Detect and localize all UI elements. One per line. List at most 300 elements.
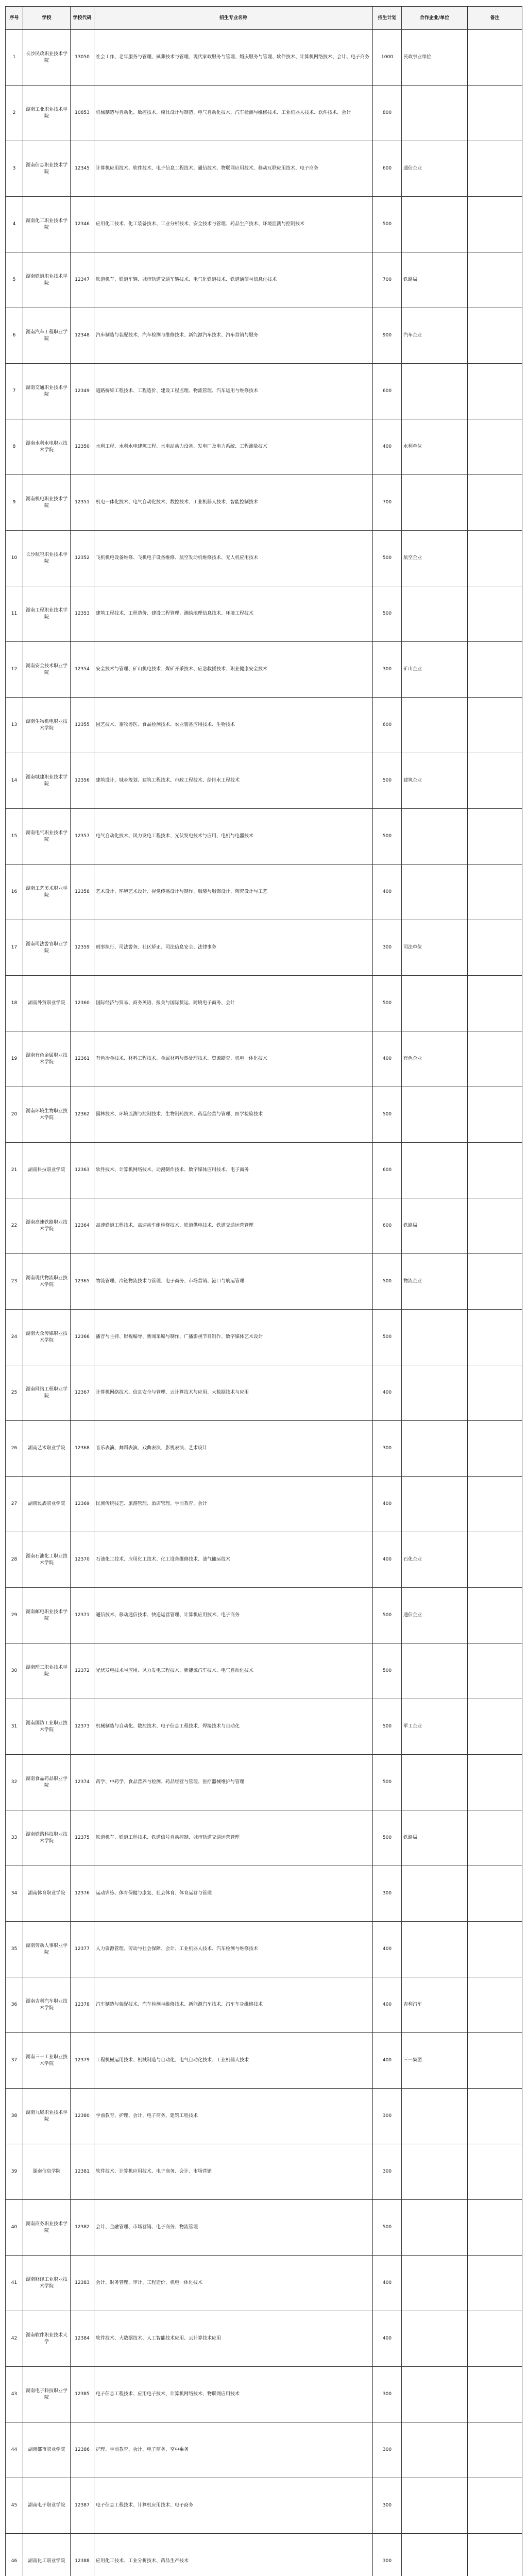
- cell-plan: 500: [373, 1588, 402, 1643]
- cell-note: [468, 920, 522, 976]
- cell-cooperation: [402, 364, 468, 419]
- table-row: [6, 364, 522, 419]
- cell-majors: 道路桥梁工程技术、工程造价、建设工程监理、物流管理、汽车运用与维修技术: [94, 364, 373, 419]
- cell-note: [468, 1699, 522, 1755]
- cell-plan: 500: [373, 1643, 402, 1699]
- cell-school: 长沙民政职业技术学院: [23, 30, 71, 86]
- cell-school: 湖南民族职业学院: [23, 1477, 71, 1532]
- cell-majors: 铁道机车、铁道车辆、城市轨道交通车辆技术、电气化铁道技术、铁道通信与信息化技术: [94, 252, 373, 308]
- cell-plan: 400: [373, 1477, 402, 1532]
- table-row: [6, 1365, 522, 1421]
- cell-school: 湖南城建职业技术学院: [23, 753, 71, 809]
- cell-no: 45: [6, 2478, 23, 2534]
- cell-school: 湖南环境生物职业技术学院: [23, 1087, 71, 1143]
- cell-note: [468, 475, 522, 531]
- cell-cooperation: [402, 2089, 468, 2144]
- cell-majors: 软件技术、计算机网络技术、动漫制作技术、数字媒体应用技术、电子商务: [94, 1143, 373, 1198]
- cell-school: 湖南信息学院: [23, 2144, 71, 2200]
- table-row: [6, 2311, 522, 2367]
- cell-plan: 500: [373, 753, 402, 809]
- cell-note: [468, 1810, 522, 1866]
- cell-majors: 园林技术、环境监测与控制技术、生物制药技术、药品经营与管理、医学检验技术: [94, 1087, 373, 1143]
- cell-plan: 400: [373, 1031, 402, 1087]
- cell-note: [468, 252, 522, 308]
- table-row: [6, 865, 522, 920]
- cell-no: 14: [6, 753, 23, 809]
- cell-school: 湖南商务职业技术学院: [23, 2200, 71, 2256]
- cell-school: 湖南国防工业职业技术学院: [23, 1699, 71, 1755]
- cell-majors: 应用化工技术、化工装备技术、工业分析技术、安全技术与管理、药品生产技术、环境监测与控制技术: [94, 197, 373, 252]
- cell-majors: 药学、中药学、食品营养与检测、药品经营与管理、医疗器械维护与管理: [94, 1755, 373, 1810]
- cell-majors: 园艺技术、畜牧兽医、食品检测技术、农业装备应用技术、生物技术: [94, 698, 373, 753]
- cell-majors: 社会工作、老年服务与管理、殡葬技术与管理、现代家政服务与管理、婚庆服务与管理、软件技术、计算机网络技术、会计、电子商务: [94, 30, 373, 86]
- cell-note: [468, 1866, 522, 1922]
- cell-note: [468, 1588, 522, 1643]
- table-row: [6, 1532, 522, 1588]
- cell-school: 湖南司法警官职业学院: [23, 920, 71, 976]
- cell-note: [468, 2144, 522, 2200]
- cell-code: 12387: [71, 2478, 94, 2534]
- cell-majors: 计算机应用技术、软件技术、电子信息工程技术、通信技术、物联网应用技术、移动互联应用技术、电子商务: [94, 141, 373, 197]
- cell-code: 12386: [71, 2422, 94, 2478]
- cell-cooperation: [402, 2478, 468, 2534]
- cell-no: 26: [6, 1421, 23, 1477]
- cell-note: [468, 419, 522, 475]
- table-row: [6, 809, 522, 865]
- cell-cooperation: 石化企业: [402, 1532, 468, 1588]
- cell-code: 12365: [71, 1254, 94, 1310]
- cell-cooperation: 通信企业: [402, 141, 468, 197]
- cell-plan: 300: [373, 2422, 402, 2478]
- cell-code: 12383: [71, 2256, 94, 2311]
- cell-plan: 600: [373, 698, 402, 753]
- cell-school: 湖南大众传媒职业技术学院: [23, 1310, 71, 1365]
- cell-note: [468, 1031, 522, 1087]
- cell-code: 12350: [71, 419, 94, 475]
- cell-majors: 汽车制造与装配技术、汽车检测与维修技术、新能源汽车技术、汽车营销与服务: [94, 308, 373, 364]
- table-row: [6, 1421, 522, 1477]
- cell-no: 29: [6, 1588, 23, 1643]
- table-row: [6, 1922, 522, 1977]
- cell-note: [468, 642, 522, 698]
- cell-no: 39: [6, 2144, 23, 2200]
- table-row: [6, 1143, 522, 1198]
- cell-cooperation: 有色企业: [402, 1031, 468, 1087]
- cell-majors: 电气自动化技术、风力发电工程技术、光伏发电技术与应用、电机与电器技术: [94, 809, 373, 865]
- cell-school: 湖南工艺美术职业学院: [23, 865, 71, 920]
- cell-code: 12377: [71, 1922, 94, 1977]
- cell-school: 湖南软件职业技术大学: [23, 2311, 71, 2367]
- table-row: [6, 1310, 522, 1365]
- cell-note: [468, 1421, 522, 1477]
- cell-note: [468, 2200, 522, 2256]
- cell-school: 湖南都市职业学院: [23, 2422, 71, 2478]
- cell-note: [468, 1087, 522, 1143]
- cell-code: 12366: [71, 1310, 94, 1365]
- cell-school: 湖南艺术职业学院: [23, 1421, 71, 1477]
- cell-plan: 500: [373, 531, 402, 586]
- cell-majors: 铁道机车、铁道工程技术、铁道信号自动控制、城市轨道交通运营管理: [94, 1810, 373, 1866]
- cell-school: 湖南生物机电职业技术学院: [23, 698, 71, 753]
- cell-majors: 机电一体化技术、电气自动化技术、数控技术、工业机器人技术、智能控制技术: [94, 475, 373, 531]
- cell-note: [468, 364, 522, 419]
- cell-code: 12355: [71, 698, 94, 753]
- cell-no: 31: [6, 1699, 23, 1755]
- header-majors: 招生专业名称: [94, 7, 373, 30]
- cell-plan: 600: [373, 1198, 402, 1254]
- cell-school: 湖南化工职业技术学院: [23, 197, 71, 252]
- table-row: [6, 2534, 522, 2576]
- table-row: [6, 308, 522, 364]
- cell-no: 20: [6, 1087, 23, 1143]
- cell-code: 12348: [71, 308, 94, 364]
- table-body: [6, 30, 522, 2576]
- cell-cooperation: 司法单位: [402, 920, 468, 976]
- cell-note: [468, 141, 522, 197]
- cell-plan: 300: [373, 2367, 402, 2422]
- cell-no: 46: [6, 2534, 23, 2576]
- cell-cooperation: 民政事业单位: [402, 30, 468, 86]
- cell-note: [468, 30, 522, 86]
- cell-majors: 光伏发电技术与应用、风力发电工程技术、新能源汽车技术、电气自动化技术: [94, 1643, 373, 1699]
- cell-school: 湖南铁道职业技术学院: [23, 252, 71, 308]
- cell-cooperation: 汽车企业: [402, 308, 468, 364]
- table-row: [6, 419, 522, 475]
- cell-plan: 400: [373, 2256, 402, 2311]
- cell-school: 湖南体育职业学院: [23, 1866, 71, 1922]
- cell-no: 44: [6, 2422, 23, 2478]
- cell-majors: 工程机械运用技术、机械制造与自动化、电气自动化技术、工业机器人技术: [94, 2033, 373, 2089]
- cell-no: 43: [6, 2367, 23, 2422]
- cell-majors: 高速铁道工程技术、高速动车组检修技术、铁道供电技术、铁道交通运营管理: [94, 1198, 373, 1254]
- cell-plan: 700: [373, 252, 402, 308]
- cell-no: 18: [6, 976, 23, 1031]
- cell-cooperation: [402, 2422, 468, 2478]
- cell-plan: 600: [373, 1143, 402, 1198]
- cell-plan: 900: [373, 308, 402, 364]
- cell-code: 12373: [71, 1699, 94, 1755]
- cell-school: 湖南石油化工职业技术学院: [23, 1532, 71, 1588]
- cell-school: 长沙航空职业技术学院: [23, 531, 71, 586]
- table-row: [6, 531, 522, 586]
- table-row: [6, 976, 522, 1031]
- cell-code: 12369: [71, 1477, 94, 1532]
- cell-plan: 300: [373, 2144, 402, 2200]
- cell-majors: 护理、学前教育、会计、电子商务、空中乘务: [94, 2422, 373, 2478]
- cell-plan: 300: [373, 2478, 402, 2534]
- cell-no: 37: [6, 2033, 23, 2089]
- cell-note: [468, 1977, 522, 2033]
- cell-no: 2: [6, 86, 23, 141]
- cell-majors: 会计、金融管理、市场营销、电子商务、物流管理: [94, 2200, 373, 2256]
- admission-plan-table: [5, 6, 522, 2576]
- cell-note: [468, 1198, 522, 1254]
- cell-note: [468, 1643, 522, 1699]
- cell-cooperation: [402, 1365, 468, 1421]
- cell-cooperation: 吉利汽车: [402, 1977, 468, 2033]
- cell-cooperation: 三一集团: [402, 2033, 468, 2089]
- cell-school: 湖南铁路科技职业技术学院: [23, 1810, 71, 1866]
- cell-majors: 学前教育、护理、会计、电子商务、建筑工程技术: [94, 2089, 373, 2144]
- cell-cooperation: 矿山企业: [402, 642, 468, 698]
- cell-school: 湖南有色金属职业技术学院: [23, 1031, 71, 1087]
- table-row: [6, 475, 522, 531]
- cell-no: 22: [6, 1198, 23, 1254]
- cell-majors: 刑事执行、司法警务、社区矫正、司法信息安全、法律事务: [94, 920, 373, 976]
- cell-majors: 建筑工程技术、工程造价、建设工程管理、测绘地理信息技术、环境工程技术: [94, 586, 373, 642]
- header-plan: 招生计划: [373, 7, 402, 30]
- cell-majors: 民族传统技艺、旅游管理、酒店管理、学前教育、会计: [94, 1477, 373, 1532]
- cell-no: 33: [6, 1810, 23, 1866]
- cell-code: 12384: [71, 2311, 94, 2367]
- cell-plan: 300: [373, 920, 402, 976]
- cell-plan: 600: [373, 364, 402, 419]
- cell-plan: 400: [373, 2311, 402, 2367]
- cell-cooperation: [402, 698, 468, 753]
- cell-no: 25: [6, 1365, 23, 1421]
- table-row: [6, 1031, 522, 1087]
- cell-code: 12352: [71, 531, 94, 586]
- cell-note: [468, 2033, 522, 2089]
- cell-note: [468, 2478, 522, 2534]
- cell-cooperation: [402, 86, 468, 141]
- cell-no: 32: [6, 1755, 23, 1810]
- cell-note: [468, 2089, 522, 2144]
- cell-no: 5: [6, 252, 23, 308]
- table-row: [6, 141, 522, 197]
- cell-plan: 500: [373, 586, 402, 642]
- cell-no: 15: [6, 809, 23, 865]
- cell-cooperation: [402, 1922, 468, 1977]
- cell-school: 湖南水利水电职业技术学院: [23, 419, 71, 475]
- cell-note: [468, 976, 522, 1031]
- cell-school: 湖南工业职业技术学院: [23, 86, 71, 141]
- cell-code: 12374: [71, 1755, 94, 1810]
- cell-code: 12354: [71, 642, 94, 698]
- cell-plan: 500: [373, 1810, 402, 1866]
- cell-cooperation: 铁路局: [402, 1198, 468, 1254]
- cell-no: 27: [6, 1477, 23, 1532]
- cell-code: 12346: [71, 197, 94, 252]
- cell-school: 湖南电气职业技术学院: [23, 809, 71, 865]
- cell-majors: 国际经济与贸易、商务英语、报关与国际货运、跨境电子商务、会计: [94, 976, 373, 1031]
- cell-note: [468, 197, 522, 252]
- cell-no: 7: [6, 364, 23, 419]
- table-row: [6, 586, 522, 642]
- cell-cooperation: 航空企业: [402, 531, 468, 586]
- cell-majors: 汽车制造与装配技术、汽车检测与维修技术、新能源汽车技术、汽车车身维修技术: [94, 1977, 373, 2033]
- table-row: [6, 920, 522, 976]
- cell-note: [468, 531, 522, 586]
- cell-plan: 1000: [373, 30, 402, 86]
- table-row: [6, 2033, 522, 2089]
- cell-no: 34: [6, 1866, 23, 1922]
- header-code: 学校代码: [71, 7, 94, 30]
- cell-code: 12349: [71, 364, 94, 419]
- cell-plan: 400: [373, 2033, 402, 2089]
- cell-majors: 运动训练、体育保健与康复、社会体育、体育运营与管理: [94, 1866, 373, 1922]
- cell-cooperation: [402, 1643, 468, 1699]
- table-row: [6, 2367, 522, 2422]
- cell-school: 湖南电子职业学院: [23, 2478, 71, 2534]
- cell-plan: 500: [373, 976, 402, 1031]
- cell-school: 湖南九嶷职业技术学院: [23, 2089, 71, 2144]
- cell-cooperation: 铁路局: [402, 252, 468, 308]
- cell-no: 36: [6, 1977, 23, 2033]
- cell-no: 17: [6, 920, 23, 976]
- cell-majors: 石油化工技术、应用化工技术、化工设备维修技术、油气储运技术: [94, 1532, 373, 1588]
- cell-plan: 500: [373, 1087, 402, 1143]
- cell-plan: 400: [373, 1922, 402, 1977]
- cell-no: 19: [6, 1031, 23, 1087]
- cell-cooperation: 铁路局: [402, 1810, 468, 1866]
- cell-plan: 400: [373, 1532, 402, 1588]
- header-cooperation: 合作企业/单位: [402, 7, 468, 30]
- cell-no: 8: [6, 419, 23, 475]
- cell-majors: 有色冶金技术、材料工程技术、金属材料与热处理技术、资源勘查、机电一体化技术: [94, 1031, 373, 1087]
- cell-no: 21: [6, 1143, 23, 1198]
- cell-school: 湖南工程职业技术学院: [23, 586, 71, 642]
- cell-note: [468, 86, 522, 141]
- cell-code: 12363: [71, 1143, 94, 1198]
- cell-no: 6: [6, 308, 23, 364]
- cell-school: 湖南劳动人事职业学院: [23, 1922, 71, 1977]
- cell-note: [468, 2256, 522, 2311]
- cell-school: 湖南汽车工程职业学院: [23, 308, 71, 364]
- cell-code: 12345: [71, 141, 94, 197]
- cell-code: 12361: [71, 1031, 94, 1087]
- cell-cooperation: [402, 2256, 468, 2311]
- cell-plan: 300: [373, 2534, 402, 2576]
- cell-majors: 应用化工技术、工业分析技术、药品生产技术: [94, 2534, 373, 2576]
- cell-school: 湖南现代物流职业技术学院: [23, 1254, 71, 1310]
- cell-majors: 机械制造与自动化、数控技术、模具设计与制造、电气自动化技术、汽车检测与维修技术、工业机器人技术、软件技术、会计: [94, 86, 373, 141]
- cell-no: 4: [6, 197, 23, 252]
- cell-code: 12385: [71, 2367, 94, 2422]
- cell-no: 16: [6, 865, 23, 920]
- cell-no: 28: [6, 1532, 23, 1588]
- cell-note: [468, 1143, 522, 1198]
- header-note: 备注: [468, 7, 522, 30]
- cell-cooperation: [402, 809, 468, 865]
- table-row: [6, 30, 522, 86]
- cell-note: [468, 698, 522, 753]
- cell-no: 38: [6, 2089, 23, 2144]
- cell-school: 湖南化工职业学院: [23, 2534, 71, 2576]
- cell-code: 12372: [71, 1643, 94, 1699]
- cell-plan: 500: [373, 2200, 402, 2256]
- cell-note: [468, 1922, 522, 1977]
- cell-plan: 300: [373, 1866, 402, 1922]
- table-row: [6, 1977, 522, 2033]
- table-row: [6, 1755, 522, 1810]
- cell-no: 12: [6, 642, 23, 698]
- cell-plan: 300: [373, 2089, 402, 2144]
- cell-school: 湖南外贸职业学院: [23, 976, 71, 1031]
- cell-cooperation: [402, 1421, 468, 1477]
- cell-cooperation: [402, 1310, 468, 1365]
- cell-code: 12370: [71, 1532, 94, 1588]
- cell-school: 湖南科技职业学院: [23, 1143, 71, 1198]
- table-row: [6, 2256, 522, 2311]
- cell-majors: 通信技术、移动通信技术、快递运营管理、计算机应用技术、电子商务: [94, 1588, 373, 1643]
- cell-cooperation: 物流企业: [402, 1254, 468, 1310]
- cell-majors: 电子信息工程技术、计算机应用技术、电子商务: [94, 2478, 373, 2534]
- cell-school: 湖南财经工业职业技术学院: [23, 2256, 71, 2311]
- cell-no: 42: [6, 2311, 23, 2367]
- cell-code: 12371: [71, 1588, 94, 1643]
- cell-cooperation: [402, 976, 468, 1031]
- cell-no: 1: [6, 30, 23, 86]
- cell-no: 13: [6, 698, 23, 753]
- cell-code: 12358: [71, 865, 94, 920]
- cell-majors: 软件技术、大数据技术、人工智能技术应用、云计算技术应用: [94, 2311, 373, 2367]
- cell-cooperation: [402, 197, 468, 252]
- cell-cooperation: [402, 2311, 468, 2367]
- cell-majors: 物流管理、冷链物流技术与管理、电子商务、市场营销、港口与航运管理: [94, 1254, 373, 1310]
- table-row: [6, 1866, 522, 1922]
- cell-plan: 400: [373, 1977, 402, 2033]
- cell-note: [468, 586, 522, 642]
- cell-code: 12375: [71, 1810, 94, 1866]
- cell-plan: 800: [373, 86, 402, 141]
- cell-note: [468, 1254, 522, 1310]
- cell-plan: 500: [373, 197, 402, 252]
- cell-school: 湖南吉利汽车职业技术学院: [23, 1977, 71, 2033]
- cell-code: 12367: [71, 1365, 94, 1421]
- cell-plan: 400: [373, 1365, 402, 1421]
- cell-code: 12381: [71, 2144, 94, 2200]
- cell-majors: 音乐表演、舞蹈表演、戏曲表演、影视表演、艺术设计: [94, 1421, 373, 1477]
- cell-no: 24: [6, 1310, 23, 1365]
- cell-code: 12362: [71, 1087, 94, 1143]
- cell-code: 12353: [71, 586, 94, 642]
- cell-plan: 400: [373, 419, 402, 475]
- cell-code: 12376: [71, 1866, 94, 1922]
- cell-cooperation: [402, 586, 468, 642]
- cell-code: 12382: [71, 2200, 94, 2256]
- cell-cooperation: [402, 2144, 468, 2200]
- cell-no: 11: [6, 586, 23, 642]
- cell-plan: 500: [373, 1699, 402, 1755]
- table-row: [6, 2422, 522, 2478]
- cell-code: 12364: [71, 1198, 94, 1254]
- cell-no: 41: [6, 2256, 23, 2311]
- cell-cooperation: 水利单位: [402, 419, 468, 475]
- cell-plan: 500: [373, 1254, 402, 1310]
- cell-note: [468, 308, 522, 364]
- cell-majors: 电子信息工程技术、应用电子技术、计算机网络技术、物联网应用技术: [94, 2367, 373, 2422]
- cell-majors: 安全技术与管理、矿山机电技术、煤矿开采技术、应急救援技术、职业健康安全技术: [94, 642, 373, 698]
- cell-cooperation: [402, 475, 468, 531]
- table-row: [6, 197, 522, 252]
- cell-majors: 建筑设计、城乡规划、建筑工程技术、市政工程技术、给排水工程技术: [94, 753, 373, 809]
- table-row: [6, 252, 522, 308]
- cell-plan: 500: [373, 809, 402, 865]
- cell-code: 10853: [71, 86, 94, 141]
- cell-cooperation: [402, 2367, 468, 2422]
- cell-cooperation: [402, 1755, 468, 1810]
- table-row: [6, 1198, 522, 1254]
- cell-no: 35: [6, 1922, 23, 1977]
- cell-cooperation: [402, 1143, 468, 1198]
- cell-school: 湖南机电职业技术学院: [23, 475, 71, 531]
- header-school: 学校: [23, 7, 71, 30]
- cell-code: 13050: [71, 30, 94, 86]
- cell-note: [468, 865, 522, 920]
- cell-school: 湖南网络工程职业学院: [23, 1365, 71, 1421]
- cell-school: 湖南高速铁路职业技术学院: [23, 1198, 71, 1254]
